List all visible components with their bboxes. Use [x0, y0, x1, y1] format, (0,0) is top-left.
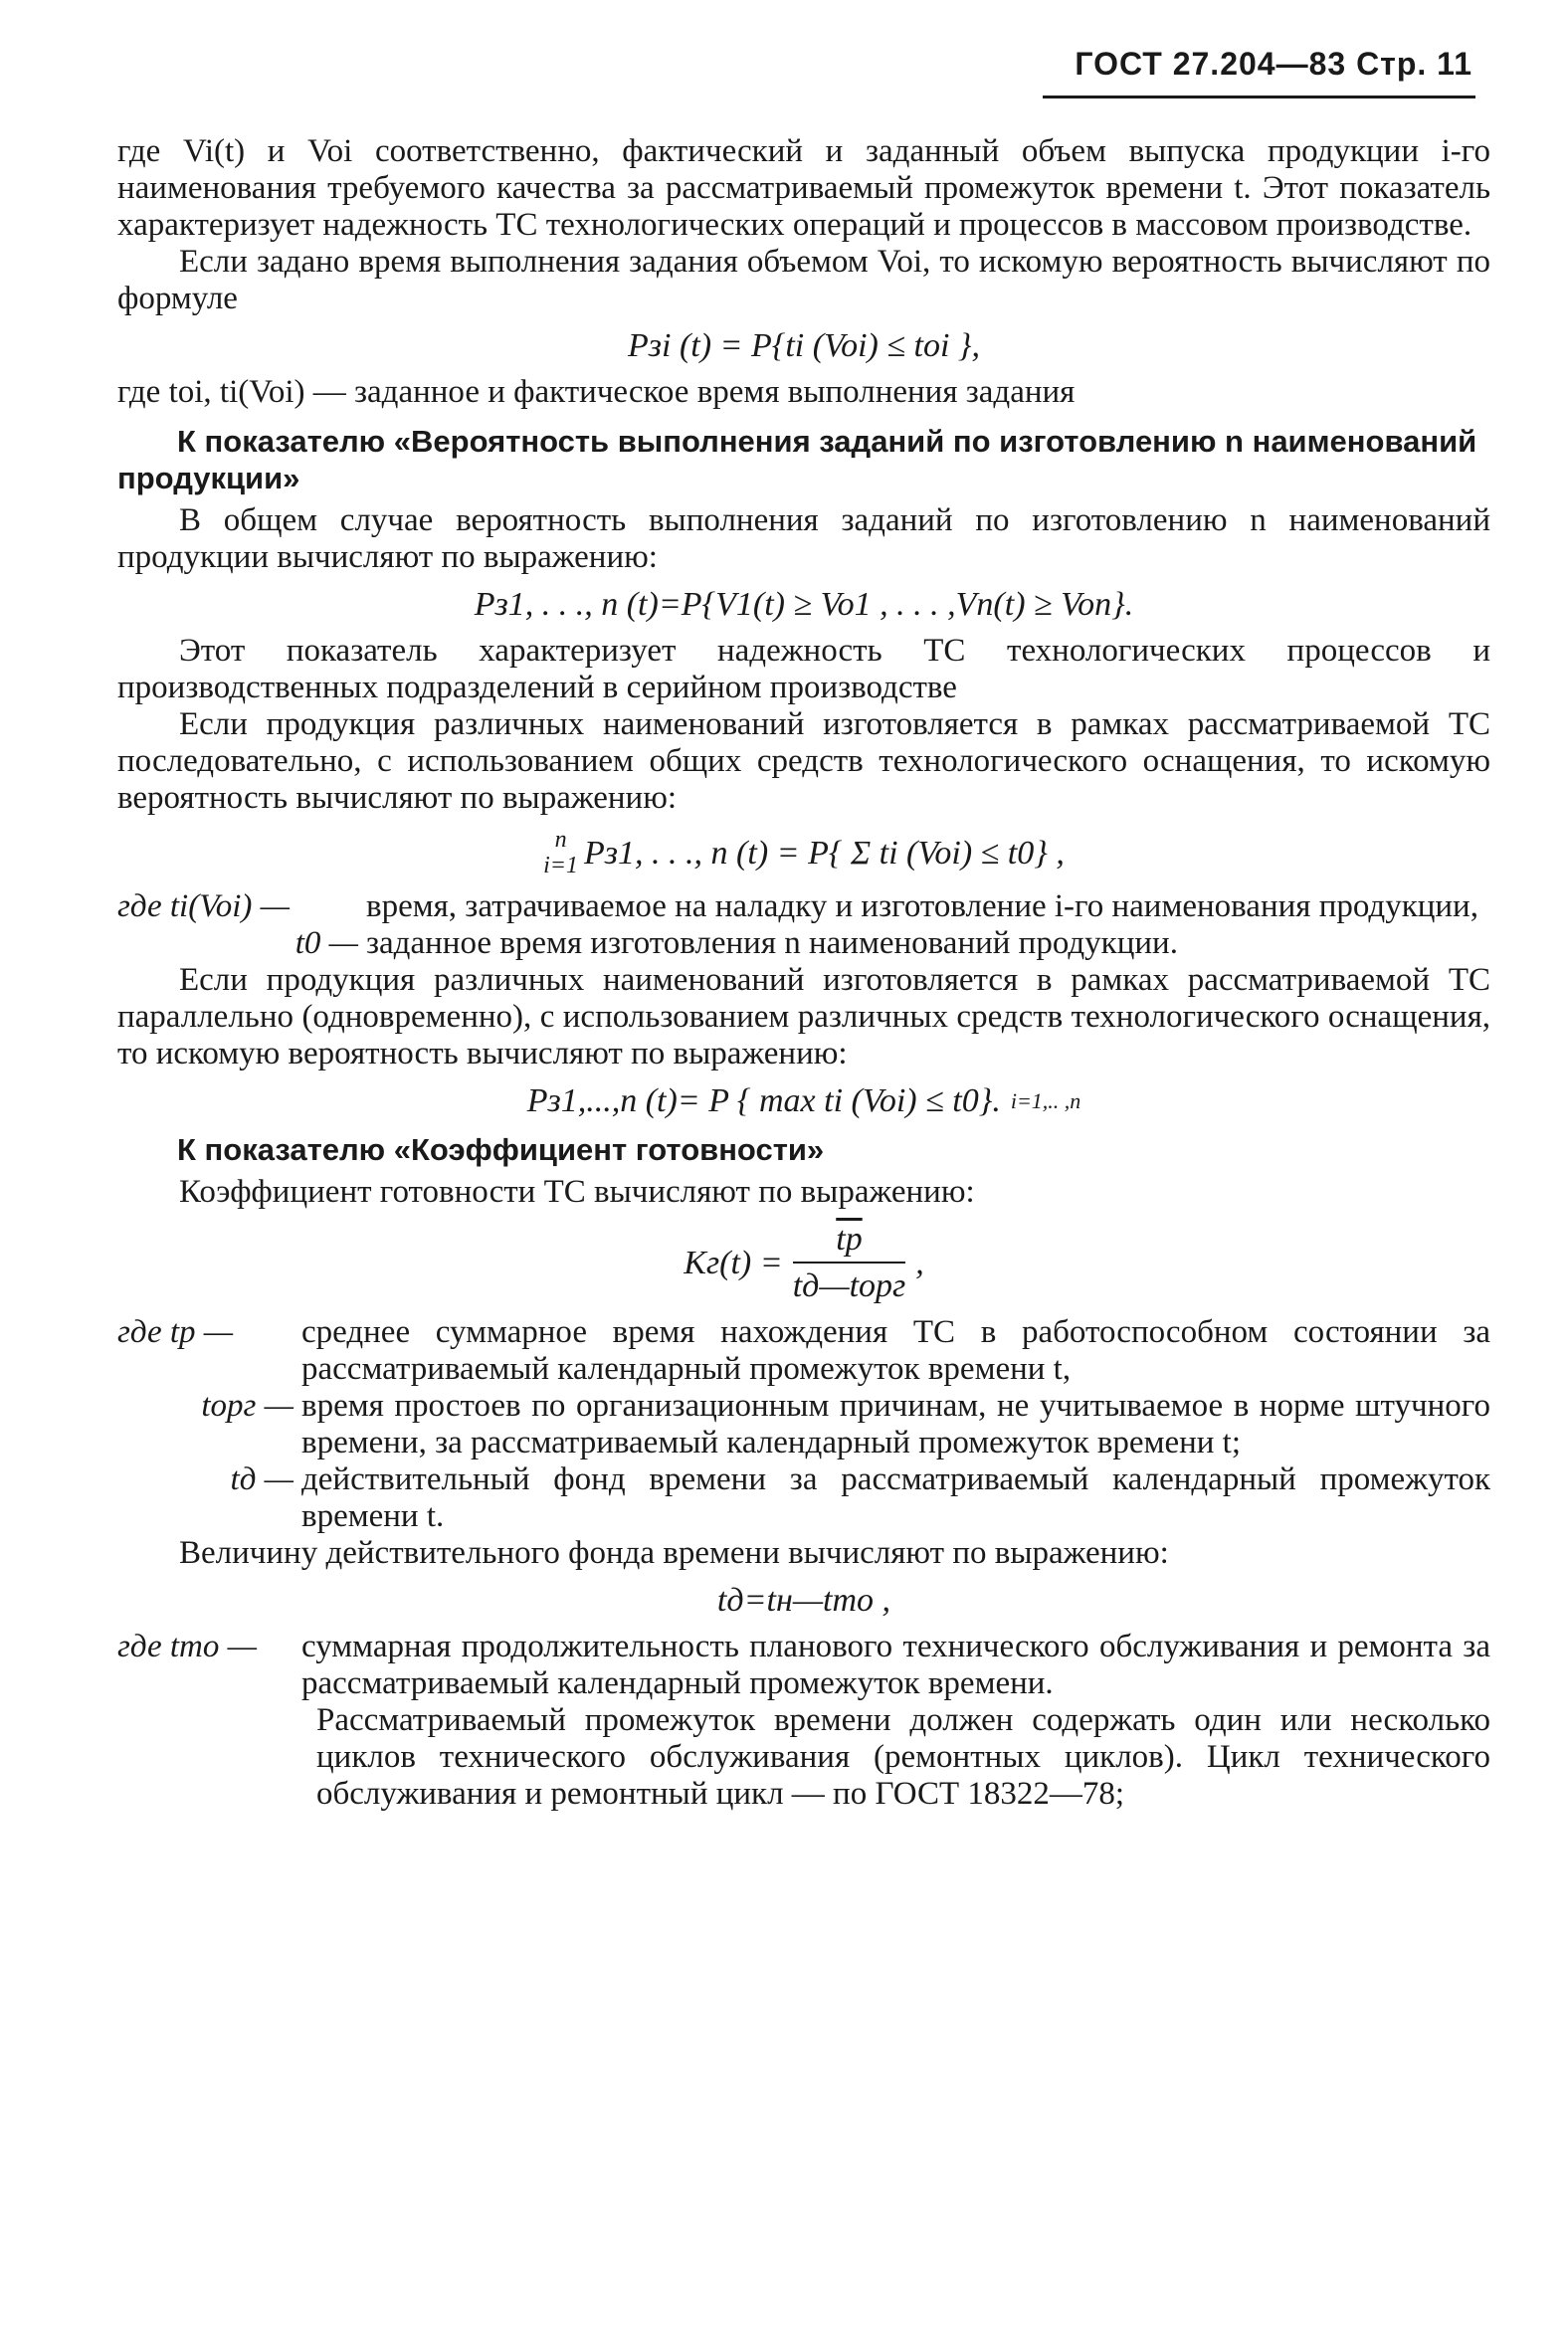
formula-sum	[117, 827, 1490, 878]
definition-term: где tто —	[117, 1629, 257, 1664]
paragraph: Рассматриваемый промежуток времени должен содержать один или несколько циклов технического обслуживания (ремонтных циклов). Цикл технического обслуживания и ремонтный цикл — по ГОСТ 18322—78;	[316, 1702, 1490, 1812]
formula-max	[117, 1082, 1490, 1119]
formula-left: Kг(t) =	[684, 1244, 783, 1281]
formula: Pз1, . . ., n (t)=P{V1(t) ≥ Vo1 , . . . ,Vn(t) ≥ Von}.	[474, 586, 1134, 623]
formula-sum-limits	[543, 827, 578, 878]
paragraph: В общем случае вероятность выполнения заданий по изготовлению n наименований продукции вычисляют по выражению:	[117, 502, 1490, 575]
definition-body: действительный фонд времени за рассматриваемый календарный промежуток времени t.	[301, 1461, 1490, 1534]
definition-row	[117, 1629, 1490, 1702]
paragraph: Если продукция различных наименований изготовляется в рамках рассматриваемой ТС параллельно (одновременно), с использованием различных средств технологического оснащения, то искомую вероятность вычисляют по выражению:	[117, 962, 1490, 1071]
fraction-denominator: tд—tорг	[792, 1267, 906, 1304]
sum-upper-limit: n	[554, 827, 567, 853]
paragraph: где Vi(t) и Voi соответственно, фактический и заданный объем выпуска продукции i-го наименования требуемого качества за рассматриваемый промежуток времени t. Этот показатель характеризует надежность ТС технологических операций и процессов в массовом производстве.	[117, 133, 1490, 243]
formula-readiness	[117, 1221, 1490, 1304]
definition-body: суммарная продолжительность планового технического обслуживания и ремонта за рассматриваемый календарный промежуток времени.	[301, 1629, 1490, 1701]
formula-sum-text: Pз1, . . ., n (t) = P{ Σ ti (Voi) ≤ t0} ,	[584, 834, 1065, 872]
definition-term: где tр —	[117, 1314, 234, 1350]
fraction-numerator: tр	[793, 1221, 906, 1264]
definition-term: tорг —	[201, 1388, 294, 1424]
formula-max-subscript: i=1,.. ,n	[1010, 1088, 1081, 1113]
definition-term: t0 —	[294, 925, 358, 961]
formula-tail: ,	[915, 1244, 924, 1281]
formula: Pзi (t) = P{ti (Voi) ≤ toi },	[627, 327, 980, 364]
definition-body: время простоев по организационным причинам, не учитываемое в норме штучного времени, за рассматриваемый календарный промежуток времени t;	[301, 1388, 1490, 1460]
paragraph: где toi, ti(Voi) — заданное и фактическое время выполнения задания	[117, 374, 1076, 410]
definition-term: tд —	[230, 1461, 294, 1497]
definition-body: заданное время изготовления n наименований продукции.	[366, 925, 1178, 961]
formula: tд=tн—tто ,	[716, 1582, 891, 1619]
page-header: ГОСТ 27.204—83 Стр. 11	[1075, 46, 1472, 82]
paragraph: Если задано время выполнения задания объемом Voi, то искомую вероятность вычисляют по формуле	[117, 244, 1490, 316]
definition-body: среднее суммарное время нахождения ТС в работоспособном состоянии за рассматриваемый календарный промежуток времени t,	[301, 1314, 1490, 1387]
definition-term: где ti(Voi) —	[117, 888, 290, 924]
definition-row	[117, 1314, 1490, 1388]
paragraph: Этот показатель характеризует надежность ТС технологических процессов и производственных подразделений в серийном производстве	[117, 633, 1490, 705]
definition-body: время, затрачиваемое на наладку и изготовление i-го наименования продукции,	[366, 888, 1478, 924]
definition-row	[117, 1388, 1490, 1461]
header-rule	[1043, 96, 1475, 98]
definition-row	[117, 925, 1490, 962]
page-content	[117, 133, 1490, 1813]
definition-row	[117, 888, 1490, 925]
fraction	[793, 1221, 906, 1304]
paragraph: Величину действительного фонда времени вычисляют по выражению:	[179, 1535, 1169, 1571]
sum-lower-limit: i=1	[543, 853, 579, 878]
paragraph: Если продукция различных наименований изготовляется в рамках рассматриваемой ТС последовательно, с использованием общих средств технологического оснащения, то искомую вероятность вычисляют по выражению:	[117, 706, 1490, 816]
section-heading: К показателю «Вероятность выполнения заданий по изготовлению n наименований продукции»	[117, 424, 1477, 495]
paragraph: Коэффициент готовности ТС вычисляют по выражению:	[179, 1174, 975, 1210]
definition-row	[117, 1461, 1490, 1535]
section-heading: К показателю «Коэффициент готовности»	[177, 1132, 825, 1167]
formula-max-text: Pз1,...,n (t)= P { max ti (Voi) ≤ t0}.	[526, 1082, 1001, 1119]
